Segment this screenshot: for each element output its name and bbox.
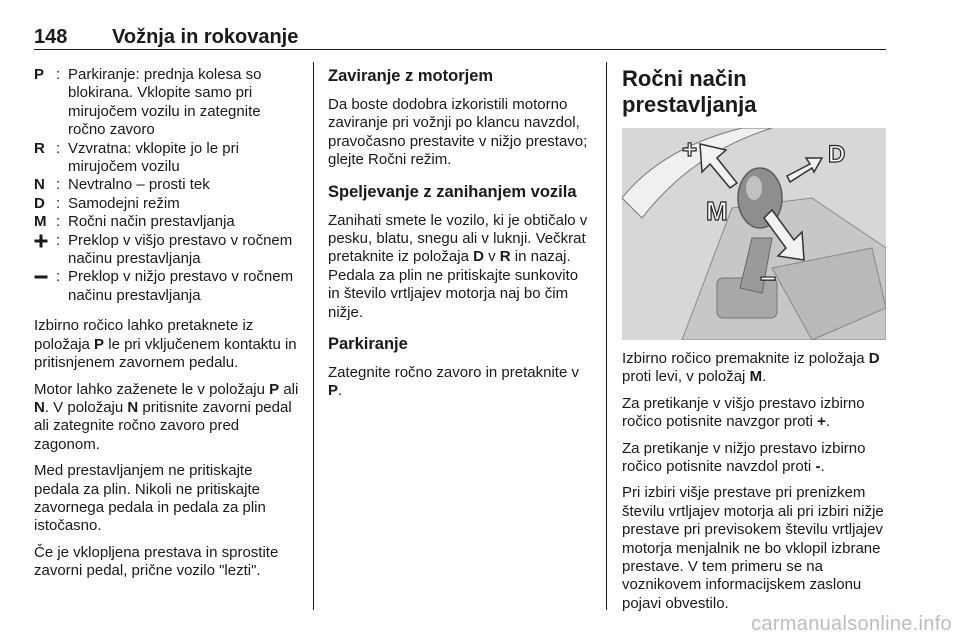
column-divider-1 (313, 62, 314, 610)
def-desc: Samodejni režim (68, 194, 180, 212)
paragraph: Za pretikanje v višjo prestavo izbirno ročico potisnite navzgor proti +. (622, 394, 865, 431)
paragraph: Če je vklopljena prestava in sprostite zavorni pedal, prične vozilo "lezti". (34, 543, 279, 580)
paragraph: Da boste dodobra izkoristili motorno zaviranje pri vožnji po klancu navzdol, pravočasno prestavite v nižjo prestavo; glejte Ročni režim. (328, 96, 588, 169)
def-desc: Nevtralno – prosti tek (68, 176, 210, 194)
watermark: carmanualsonline.info (751, 613, 952, 635)
gear-position-list (34, 66, 300, 305)
def-item: M : Ročni način prestavljanja (34, 213, 300, 231)
def-desc: Preklop v višjo prestavo v ročnem načinu prestavljanja (68, 231, 293, 268)
section-heading: Zaviranje z motorjem (328, 67, 494, 85)
def-key: P (34, 66, 45, 83)
header-divider (34, 49, 886, 50)
illustration-label-m: M (706, 196, 728, 226)
def-item: P : Parkiranje: prednja kolesa so blokirana. Vklopite samo pri mirujočem vozilu in zategnite ročno zavoro (34, 66, 300, 140)
column-1 (34, 66, 300, 589)
illustration-label-d: D (828, 141, 846, 168)
def-item: D : Samodejni režim (34, 195, 300, 213)
def-item: N : Nevtralno – prosti tek (34, 176, 300, 194)
illustration-label-plus: + (682, 134, 698, 164)
page-number: 148 (34, 26, 68, 48)
minus-icon (34, 270, 48, 284)
def-desc: Ročni način prestavljanja (68, 213, 235, 231)
section-title: Ročni način prestavljanja (622, 66, 757, 117)
column-divider-2 (606, 62, 607, 610)
gear-lever-illustration (622, 128, 886, 340)
paragraph: Izbirno ročico lahko pretaknete iz položaja P le pri vključenem kontaktu in pritisnjenem zavornem pedalu. (34, 317, 297, 372)
gear-lever-drawing (622, 128, 886, 340)
section-heading: Parkiranje (328, 335, 408, 354)
plus-icon (34, 234, 48, 248)
def-item: : Preklop v višjo prestavo v ročnem načinu prestavljanja (34, 232, 300, 269)
def-key: R (34, 139, 45, 157)
paragraph: Za pretikanje v nižjo prestavo izbirno ročico potisnite navzdol proti -. (622, 439, 866, 476)
def-item: R : Vzvratna: vklopite jo le pri mirujočem vozilu (34, 140, 300, 177)
def-key: D (34, 194, 45, 212)
def-desc: Preklop v nižjo prestavo v ročnem načinu prestavljanja (68, 268, 294, 304)
paragraph: Pri izbiri višje prestave pri prenizkem številu vrtljajev motorja ali pri izbiri nižje prestave pri previsokem številu vrtljajev motorja menjalnik ne bo vklopil izbrane prestave. V tem primeru se na voznikovem informacijskem zaslonu pojavi obvestilo. (622, 484, 884, 612)
column-2 (328, 66, 592, 409)
def-desc: Parkiranje: prednja kolesa so blokirana. Vklopite samo pri mirujočem vozilu in zategnite ročno zavoro (68, 66, 262, 139)
illustration-label-minus: − (760, 263, 777, 294)
def-desc: Vzvratna: vklopite jo le pri mirujočem vozilu (68, 139, 239, 176)
paragraph: Zanihati smete le vozilo, ki je obtičalo v pesku, blatu, snegu ali v luknji. Večkrat pretaknite iz položaja D v R in nazaj. Pedala za plin ne pritiskajte sunkovito in število vrtljajev motorja naj bo čim nižje. (328, 211, 588, 321)
paragraph: Med prestavljanjem ne pritiskajte pedala za plin. Nikoli ne pritiskajte zavornega pedala in pedala za plin istočasno. (34, 462, 266, 535)
def-key: N (34, 176, 45, 194)
column-3 (622, 66, 886, 621)
page-header (34, 22, 886, 52)
page-title: Vožnja in rokovanje (112, 26, 299, 48)
def-item: : Preklop v nižjo prestavo v ročnem načinu prestavljanja (34, 268, 300, 305)
paragraph: Zategnite ročno zavoro in pretaknite v P. (328, 364, 579, 400)
section-heading: Speljevanje z zanihanjem vozila (328, 182, 577, 201)
paragraph: Izbirno ročico premaknite iz položaja D proti levi, v položaj M. (622, 350, 880, 386)
def-key: M (34, 213, 47, 231)
paragraph: Motor lahko zaženete le v položaju P ali N. V položaju N pritisnite zavorni pedal ali zategnite ročno zavoro pred zagonom. (34, 380, 299, 453)
